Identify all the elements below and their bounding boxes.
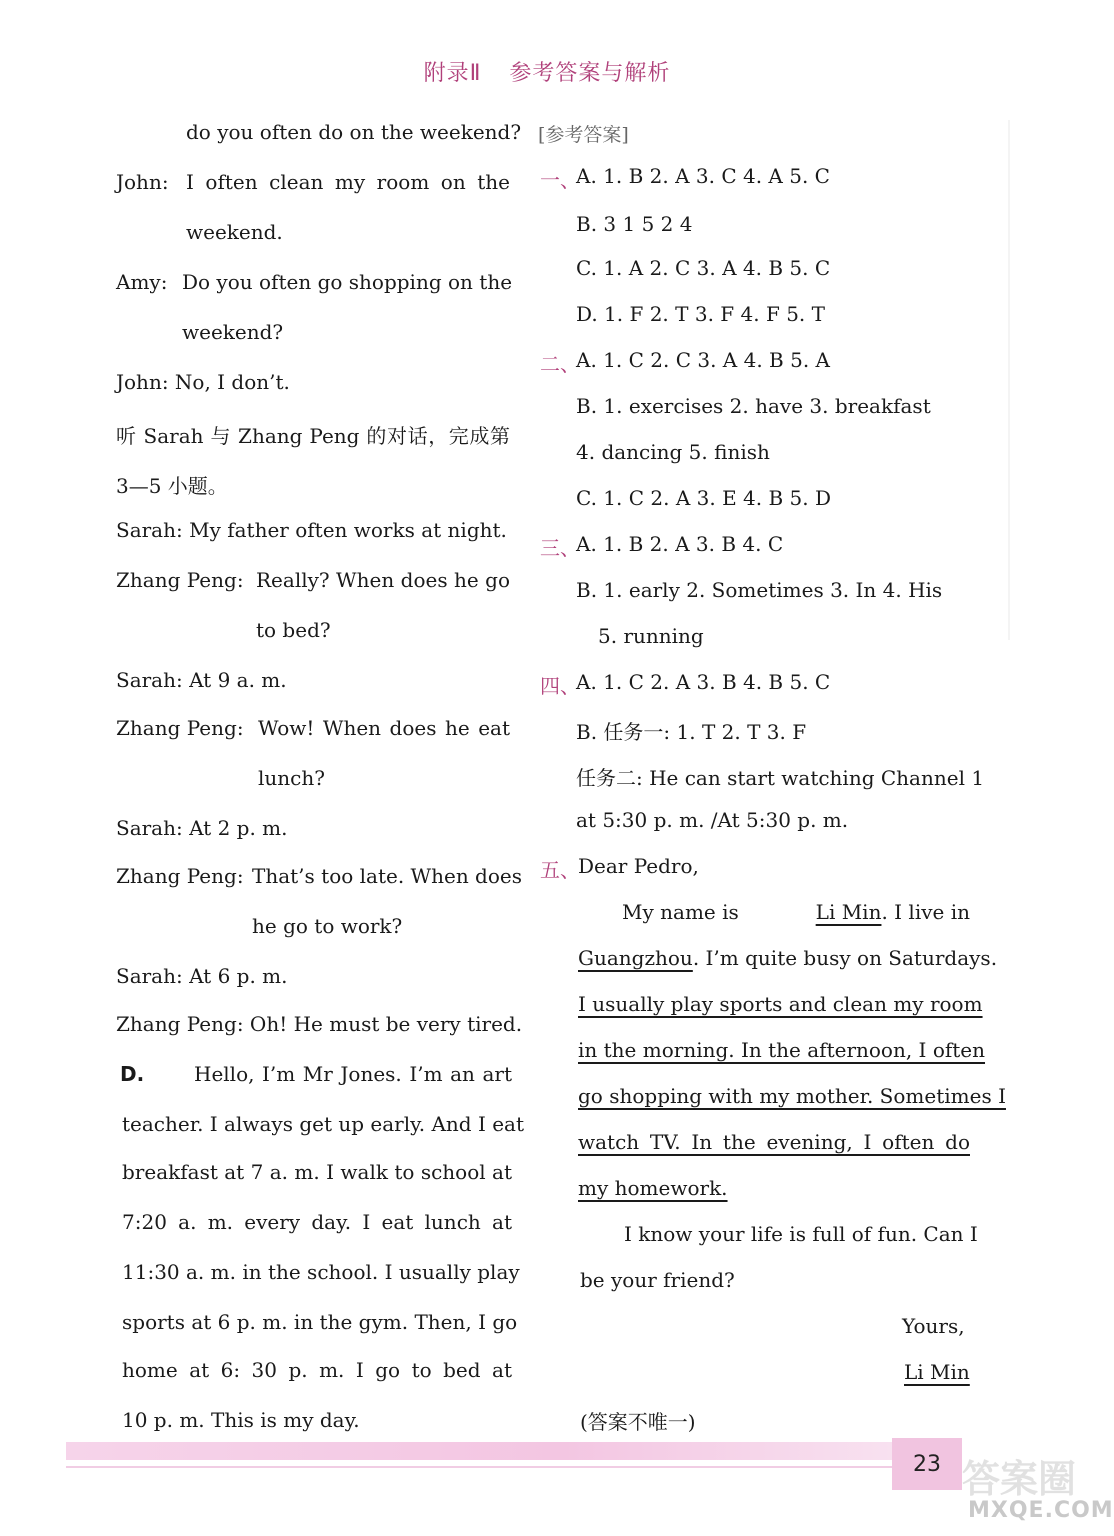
answer-line: B. 1. exercises 2. have 3. breakfast [576,394,931,418]
letter-line: I know your life is full of fun. Can I [624,1222,978,1246]
answer-title: [参考答案] [538,124,629,146]
text-line: John: No, I don’t. [116,370,290,394]
letter-line [578,946,997,970]
letter-text: . I live in [881,900,970,924]
text-line: 7:20 a. m. every day. I eat lunch at [122,1210,512,1234]
answer-line: 4. dancing 5. finish [576,440,770,464]
text-line: Sarah: At 2 p. m. [116,816,288,840]
letter-line: be your friend? [580,1268,735,1292]
text-line: 10 p. m. This is my day. [122,1408,360,1432]
footer-line [66,1466,892,1468]
page-header [0,56,1094,87]
letter-underlined-line: go shopping with my mother. Sometimes I [578,1084,1006,1108]
speaker-label: Amy: [116,270,168,294]
instruction-line: 听 Sarah 与 Zhang Peng 的对话，完成第 [116,424,510,448]
answer-line: C. 1. C 2. A 3. E 4. B 5. D [576,486,832,510]
section-number: 一、 [540,168,580,192]
speaker-label: Zhang Peng: [116,568,244,592]
watermark-logo: 答案圈 [962,1457,1077,1501]
letter-underlined-line: watch TV. In the evening, I often do [578,1130,970,1154]
instruction-line: 3—5 小题。 [116,474,228,498]
text-line: Sarah: At 9 a. m. [116,668,287,692]
text-line: weekend. [186,220,283,244]
answer-line: D. 1. F 2. T 3. F 4. F 5. T [576,302,825,326]
answer-line: A. 1. C 2. A 3. B 4. B 5. C [576,670,831,694]
section-number: 三、 [540,536,580,560]
text-line: Zhang Peng: Oh! He must be very tired. [116,1012,523,1036]
text-line: sports at 6 p. m. in the gym. Then, I go [122,1310,518,1334]
speaker-label: Zhang Peng: [116,864,244,888]
answer-line: B. 任务一: 1. T 2. T 3. F [576,720,807,744]
footer-bar [66,1442,892,1460]
answer-line: B. 1. early 2. Sometimes 3. In 4. His [576,578,943,602]
answer-line: 任务二: He can start watching Channel 1 [576,766,985,790]
speaker-label: Zhang Peng: [116,716,244,740]
answer-line: A. 1. C 2. C 3. A 4. B 5. A [576,348,830,372]
text-line: Do you often go shopping on the [182,270,513,294]
letter-signature: Li Min [904,1360,970,1384]
text-line: teacher. I always get up early. And I eat [122,1112,525,1136]
answer-line: C. 1. A 2. C 3. A 4. B 5. C [576,256,831,280]
letter-text: . I’m quite busy on Saturdays. [692,946,998,970]
letter-underlined-line: my homework. [578,1176,728,1200]
section-number: 二、 [540,352,580,376]
answer-line: A. 1. B 2. A 3. B 4. C [576,532,784,556]
page-number: 23 [892,1438,962,1490]
margin-shadow [1008,120,1010,640]
text-line: to bed? [256,618,331,642]
section-label-d: D. [120,1062,145,1086]
answer-line: B. 3 1 5 2 4 [576,212,693,236]
text-line: Sarah: At 6 p. m. [116,964,288,988]
answer-note: (答案不唯一) [580,1410,696,1434]
text-line: lunch? [258,766,325,790]
letter-blank-city: Guangzhou [578,946,693,970]
text-line: do you often do on the weekend? [186,120,522,144]
section-number: 五、 [540,858,580,882]
answer-line: at 5:30 p. m. /At 5:30 p. m. [576,808,849,832]
letter-underlined-line: I usually play sports and clean my room [578,992,983,1016]
text-line: he go to work? [252,914,403,938]
letter-closing: Yours, [902,1314,965,1338]
text-line: home at 6: 30 p. m. I go to bed at [122,1358,512,1382]
header-title: 参考答案与解析 [509,61,671,86]
section-number: 四、 [540,674,580,698]
text-line: weekend? [182,320,284,344]
answer-line: A. 1. B 2. A 3. C 4. A 5. C [576,164,830,188]
letter-greeting: Dear Pedro, [578,854,699,878]
answer-line: 5. running [598,624,704,648]
watermark-url: MXQE.COM [968,1498,1114,1523]
speaker-label: John: [116,170,169,194]
text-line: Wow! When does he eat [258,716,510,740]
letter-text: My name is [622,900,739,924]
text-line: Hello, I’m Mr Jones. I’m an art [194,1062,512,1086]
letter-line [622,900,970,924]
text-line: Sarah: My father often works at night. [116,518,507,542]
text-line: breakfast at 7 a. m. I walk to school at [122,1160,512,1184]
appendix-label: 附录Ⅱ [423,61,482,86]
text-line: Really? When does he go [256,568,510,592]
text-line: That’s too late. When does [252,864,522,888]
text-line: 11:30 a. m. in the school. I usually play [122,1260,520,1284]
text-line: I often clean my room on the [186,170,510,194]
letter-underlined-line: in the morning. In the afternoon, I often [578,1038,986,1062]
letter-blank-name: Li Min [815,900,882,924]
